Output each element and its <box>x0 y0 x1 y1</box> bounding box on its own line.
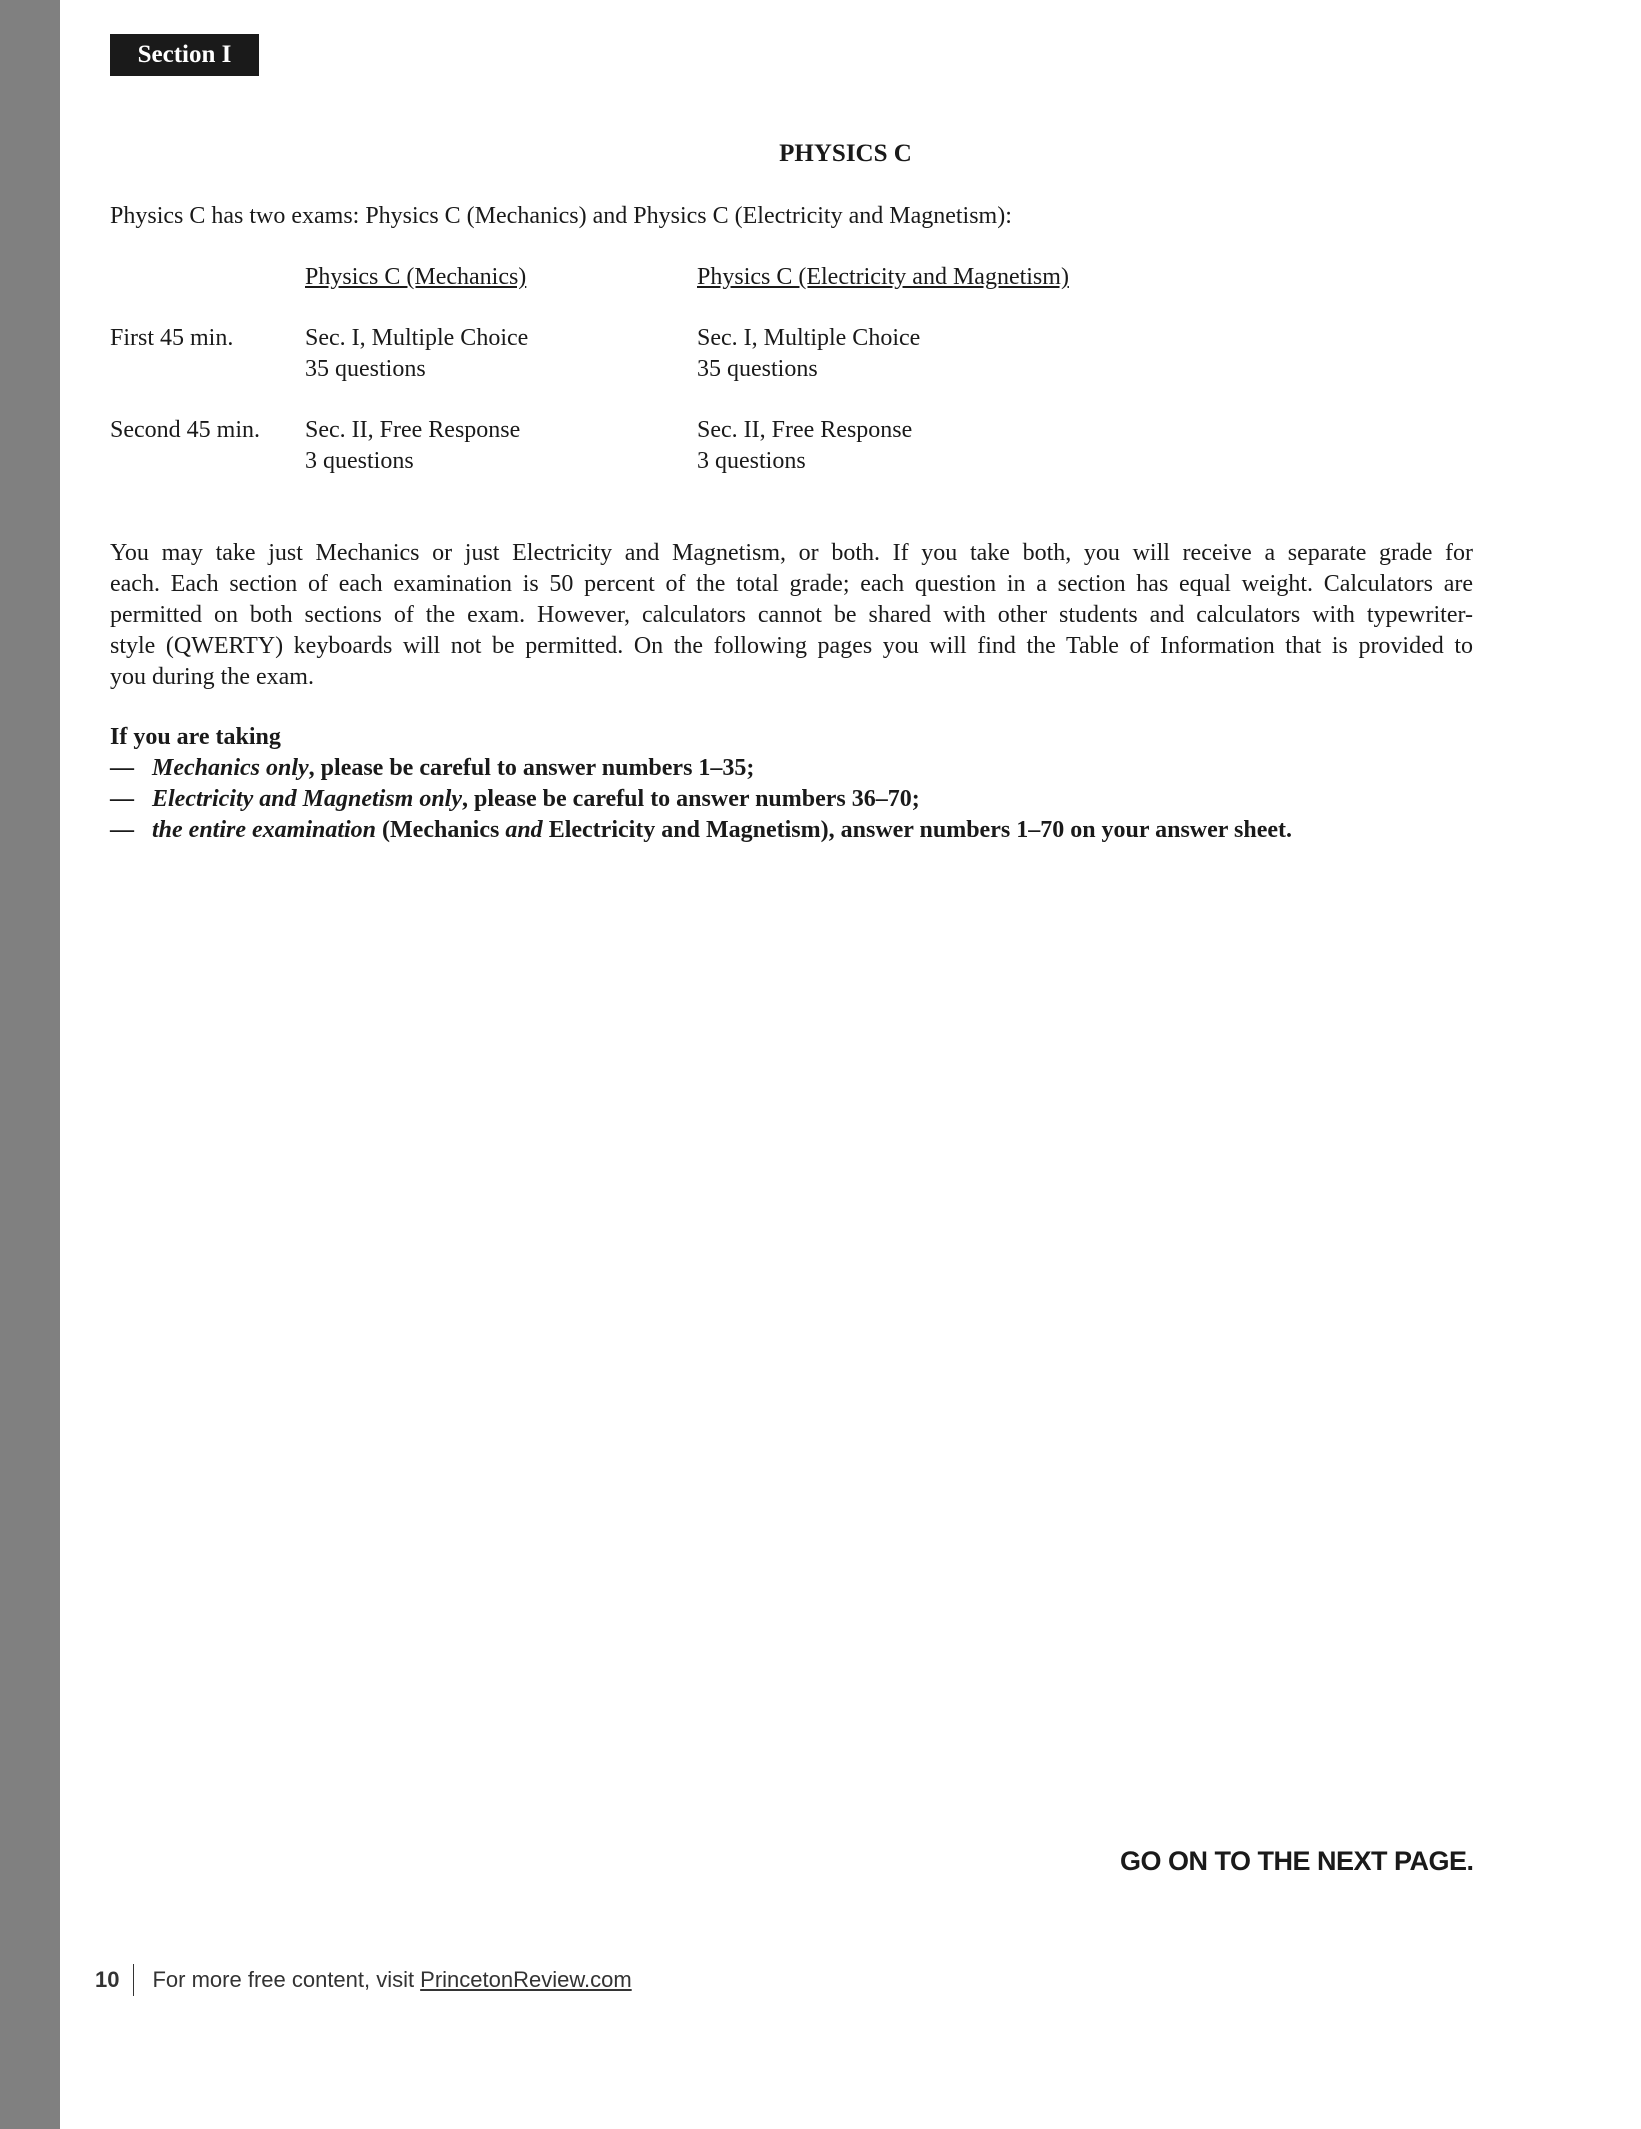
page-title: PHYSICS C <box>779 140 912 167</box>
emphasis: the entire examination <box>152 817 377 843</box>
instruction-item <box>110 784 1473 815</box>
instructions <box>110 722 1473 846</box>
cell-text: 35 questions <box>697 356 818 382</box>
instruction-item <box>110 753 1473 784</box>
page-edge-bar <box>0 0 60 2129</box>
footer-divider <box>133 1964 134 1996</box>
emphasis: and <box>505 817 543 843</box>
row-label: Second 45 min. <box>110 417 260 443</box>
paragraph-line: You may take just Mechanics or just Electricity and Magnetism, or both. If you take both, you will receive a separate grade for <box>110 540 1473 566</box>
row-label: First 45 min. <box>110 325 234 351</box>
dash: — <box>110 755 134 781</box>
instructions-heading: If you are taking <box>110 724 281 750</box>
instruction-text: Electricity and Magnetism), answer numbers 1–70 on your answer sheet. <box>542 817 1292 843</box>
paragraph-line: permitted on both sections of the exam. However, calculators cannot be shared with other students and calculators with typewriter- <box>110 602 1473 628</box>
cell-text: Sec. II, Free Response <box>697 417 913 443</box>
header-mechanics: Physics C (Mechanics) <box>305 264 527 290</box>
footer-text: For more free content, visit <box>152 1967 415 1992</box>
cell-text: Sec. I, Multiple Choice <box>305 325 529 351</box>
dash: — <box>110 786 134 812</box>
exam-paragraph <box>110 538 1473 693</box>
cell-text: Sec. II, Free Response <box>305 417 521 443</box>
dash: — <box>110 817 134 843</box>
cell-text: 3 questions <box>305 448 414 474</box>
page-number: 10 <box>95 1967 120 1992</box>
cell-text: Sec. I, Multiple Choice <box>697 325 921 351</box>
instruction-text: , please be careful to answer numbers 36–70; <box>462 786 920 812</box>
paragraph-line: style (QWERTY) keyboards will not be permitted. On the following pages you will find the Table of Information that is provided to <box>110 633 1473 659</box>
instruction-text: (Mechanics <box>376 817 506 843</box>
header-em: Physics C (Electricity and Magnetism) <box>697 264 1069 290</box>
cell-text: 35 questions <box>305 356 426 382</box>
instruction-text: , please be careful to answer numbers 1–35; <box>308 755 755 781</box>
intro-text: Physics C has two exams: Physics C (Mechanics) and Physics C (Electricity and Magnetism): <box>110 203 1012 229</box>
section-tab: Section I <box>110 34 259 76</box>
instruction-item <box>110 815 1473 846</box>
princeton-review-link[interactable]: PrincetonReview.com <box>420 1967 632 1992</box>
footer <box>95 1964 632 1996</box>
go-on-notice: GO ON TO THE NEXT PAGE. <box>1120 1846 1474 1876</box>
paragraph-line: you during the exam. <box>110 664 314 690</box>
emphasis: Electricity and Magnetism only <box>152 786 462 812</box>
cell-text: 3 questions <box>697 448 806 474</box>
paragraph-line: each. Each section of each examination is 50 percent of the total grade; each question in a section has equal weight. Calculators are <box>110 571 1473 597</box>
emphasis: Mechanics only <box>152 755 309 781</box>
